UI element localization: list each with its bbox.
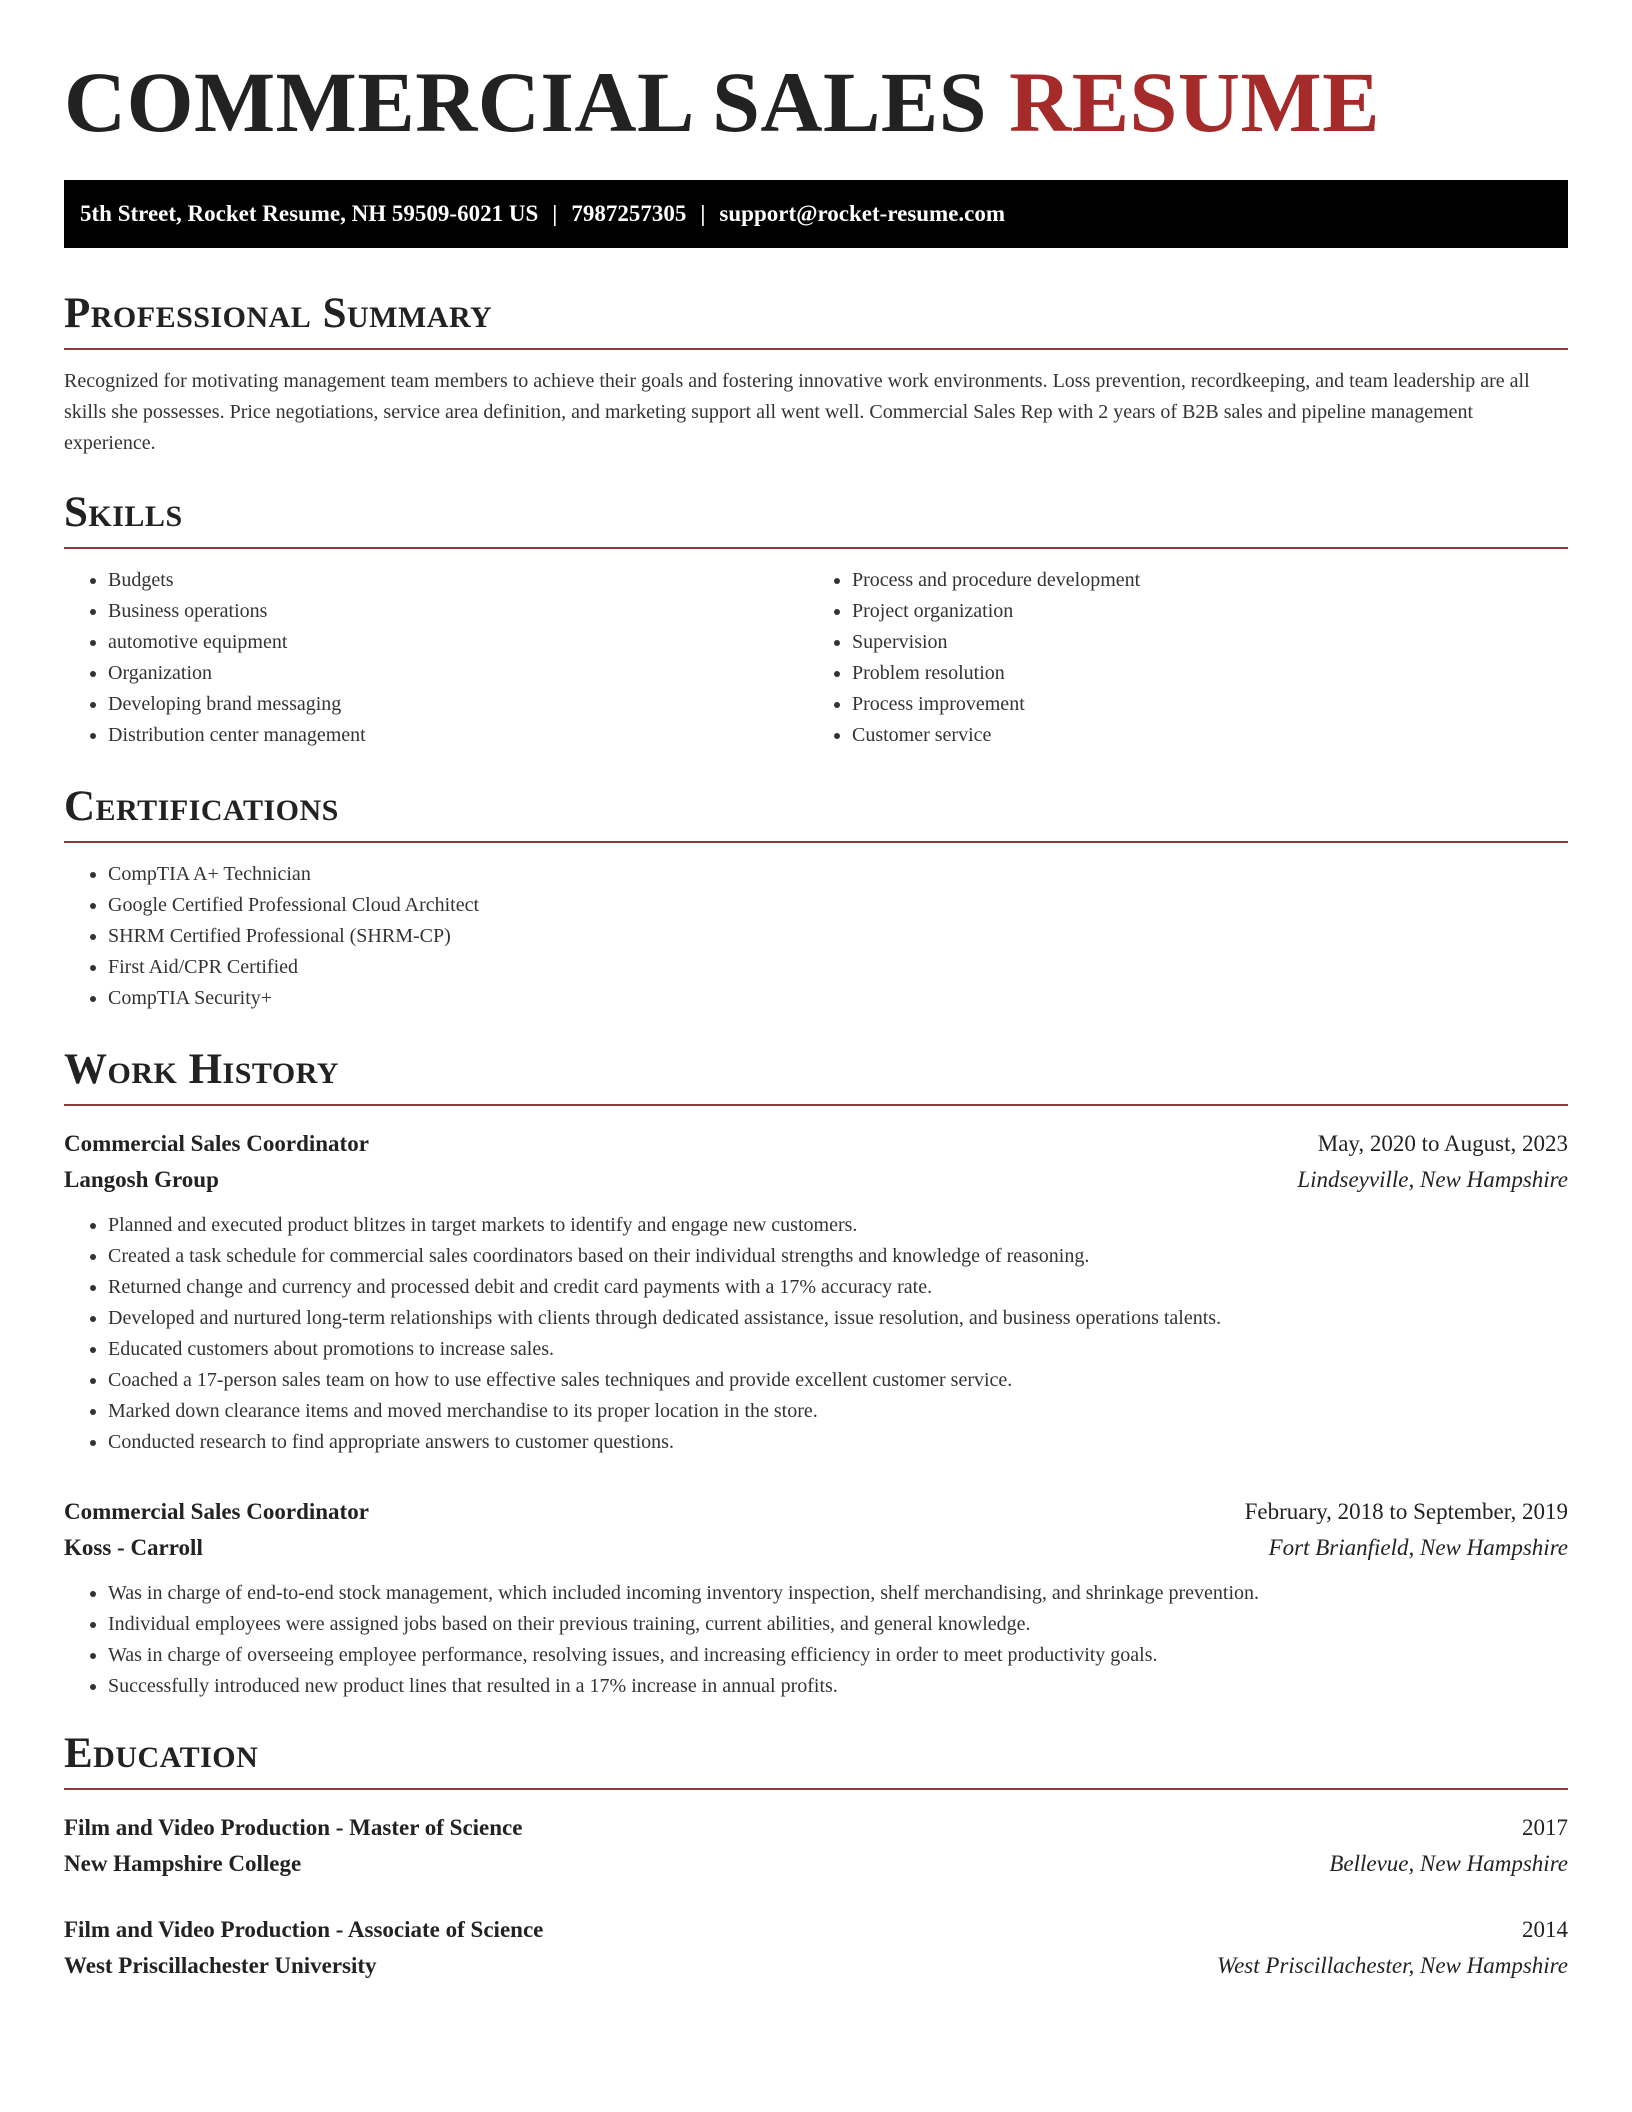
contact-phone[interactable]: 7987257305 [571, 201, 687, 226]
job-duty-item: • Coached a 17-person sales team on how to use effective sales techniques and provide excellent customer service. [108, 1365, 1568, 1396]
skills-section [64, 489, 1568, 751]
job-duty-item: • Planned and executed product blitzes in target markets to identify and engage new customers. [108, 1210, 1568, 1241]
education-degree-row [64, 1810, 1568, 1846]
skill-item: • Distribution center management [108, 720, 824, 751]
skill-item: • Process improvement [852, 689, 1568, 720]
education-degree: Film and Video Production - Associate of Science [64, 1917, 544, 1942]
skill-item: • Developing brand messaging [108, 689, 824, 720]
skill-item: • Problem resolution [852, 658, 1568, 689]
job-duty-item: • Was in charge of overseeing employee performance, resolving issues, and increasing efficiency in order to meet productivity goals. [108, 1640, 1568, 1671]
contact-bar [64, 180, 1568, 248]
job-duty-item: • Was in charge of end-to-end stock management, which included incoming inventory inspection, shelf merchandising, and shrinkage prevention. [108, 1578, 1568, 1609]
education-school: West Priscillachester University [64, 1953, 377, 1978]
job-entry [64, 1494, 1568, 1702]
summary-section [64, 290, 1568, 459]
job-header-row [64, 1126, 1568, 1162]
skills-column-1 [64, 565, 824, 751]
education-heading: Education [64, 1730, 1568, 1790]
job-location: Lindseyville, New Hampshire [1297, 1167, 1568, 1192]
education-school-row [64, 1948, 1568, 1984]
job-duty-item: • Created a task schedule for commercial sales coordinators based on their individual strengths and knowledge of reasoning. [108, 1241, 1568, 1272]
title-accent: RESUME [1009, 54, 1381, 150]
job-duties-list [64, 1578, 1568, 1702]
education-entry [64, 1912, 1568, 1984]
job-title: Commercial Sales Coordinator [64, 1131, 369, 1156]
job-duty-item: • Developed and nurtured long-term relationships with clients through dedicated assistance, issue resolution, and business operations talents. [108, 1303, 1568, 1334]
job-entry [64, 1126, 1568, 1458]
contact-separator: | [552, 201, 558, 226]
skill-item: • Business operations [108, 596, 824, 627]
job-header-row [64, 1494, 1568, 1530]
certifications-list [64, 859, 1568, 1014]
certifications-heading: Certifications [64, 783, 1568, 843]
skill-item: • Process and procedure development [852, 565, 1568, 596]
skills-heading: Skills [64, 489, 1568, 549]
job-duty-item: • Returned change and currency and processed debit and credit card payments with a 17% accuracy rate. [108, 1272, 1568, 1303]
education-school-row [64, 1846, 1568, 1882]
skill-item: • Customer service [852, 720, 1568, 751]
certification-item: • SHRM Certified Professional (SHRM-CP) [108, 921, 1568, 952]
certifications-section [64, 783, 1568, 1014]
education-location: West Priscillachester, New Hampshire [1217, 1953, 1568, 1978]
title-main: COMMERCIAL SALES [64, 54, 988, 150]
skill-item: • automotive equipment [108, 627, 824, 658]
summary-heading: Professional Summary [64, 290, 1568, 350]
education-location: Bellevue, New Hampshire [1329, 1851, 1568, 1876]
skills-column-2 [824, 565, 1568, 751]
education-section [64, 1730, 1568, 1984]
contact-separator: | [700, 201, 706, 226]
job-title: Commercial Sales Coordinator [64, 1499, 369, 1524]
skill-item: • Organization [108, 658, 824, 689]
education-degree: Film and Video Production - Master of Science [64, 1815, 523, 1840]
job-company-row [64, 1162, 1568, 1198]
certification-item: • First Aid/CPR Certified [108, 952, 1568, 983]
job-duty-item: • Successfully introduced new product lines that resulted in a 17% increase in annual profits. [108, 1671, 1568, 1702]
skills-grid [64, 565, 1568, 751]
job-duty-item: • Marked down clearance items and moved merchandise to its proper location in the store. [108, 1396, 1568, 1427]
job-company-row [64, 1530, 1568, 1566]
work-history-heading: Work History [64, 1046, 1568, 1106]
job-duty-item: • Individual employees were assigned jobs based on their previous training, current abilities, and general knowledge. [108, 1609, 1568, 1640]
certification-item: • CompTIA A+ Technician [108, 859, 1568, 890]
job-duties-list [64, 1210, 1568, 1458]
job-duty-item: • Educated customers about promotions to increase sales. [108, 1334, 1568, 1365]
contact-email[interactable]: support@rocket-resume.com [719, 201, 1006, 226]
resume-title [64, 52, 1568, 152]
education-year: 2014 [1522, 1917, 1568, 1942]
summary-text: Recognized for motivating management team members to achieve their goals and fostering innovative work environments. Loss prevention, recordkeeping, and team leadership are all skills she possesses. Price negotiations, service area definition, and marketing support all went well. Commercial Sales Rep with 2 years of B2B sales and pipeline management experience. [64, 370, 1530, 454]
job-company: Koss - Carroll [64, 1535, 203, 1560]
skill-item: • Supervision [852, 627, 1568, 658]
job-dates: May, 2020 to August, 2023 [1317, 1131, 1568, 1156]
job-location: Fort Brianfield, New Hampshire [1268, 1535, 1568, 1560]
education-entry [64, 1810, 1568, 1882]
skill-item: • Project organization [852, 596, 1568, 627]
education-degree-row [64, 1912, 1568, 1948]
certification-item: • CompTIA Security+ [108, 983, 1568, 1014]
contact-address: 5th Street, Rocket Resume, NH 59509-6021 US [80, 201, 539, 226]
job-dates: February, 2018 to September, 2019 [1244, 1499, 1568, 1524]
skill-item: • Budgets [108, 565, 824, 596]
certification-item: • Google Certified Professional Cloud Architect [108, 890, 1568, 921]
work-history-section [64, 1046, 1568, 1702]
education-school: New Hampshire College [64, 1851, 302, 1876]
education-year: 2017 [1522, 1815, 1568, 1840]
job-duty-item: • Conducted research to find appropriate answers to customer questions. [108, 1427, 1568, 1458]
job-company: Langosh Group [64, 1167, 219, 1192]
